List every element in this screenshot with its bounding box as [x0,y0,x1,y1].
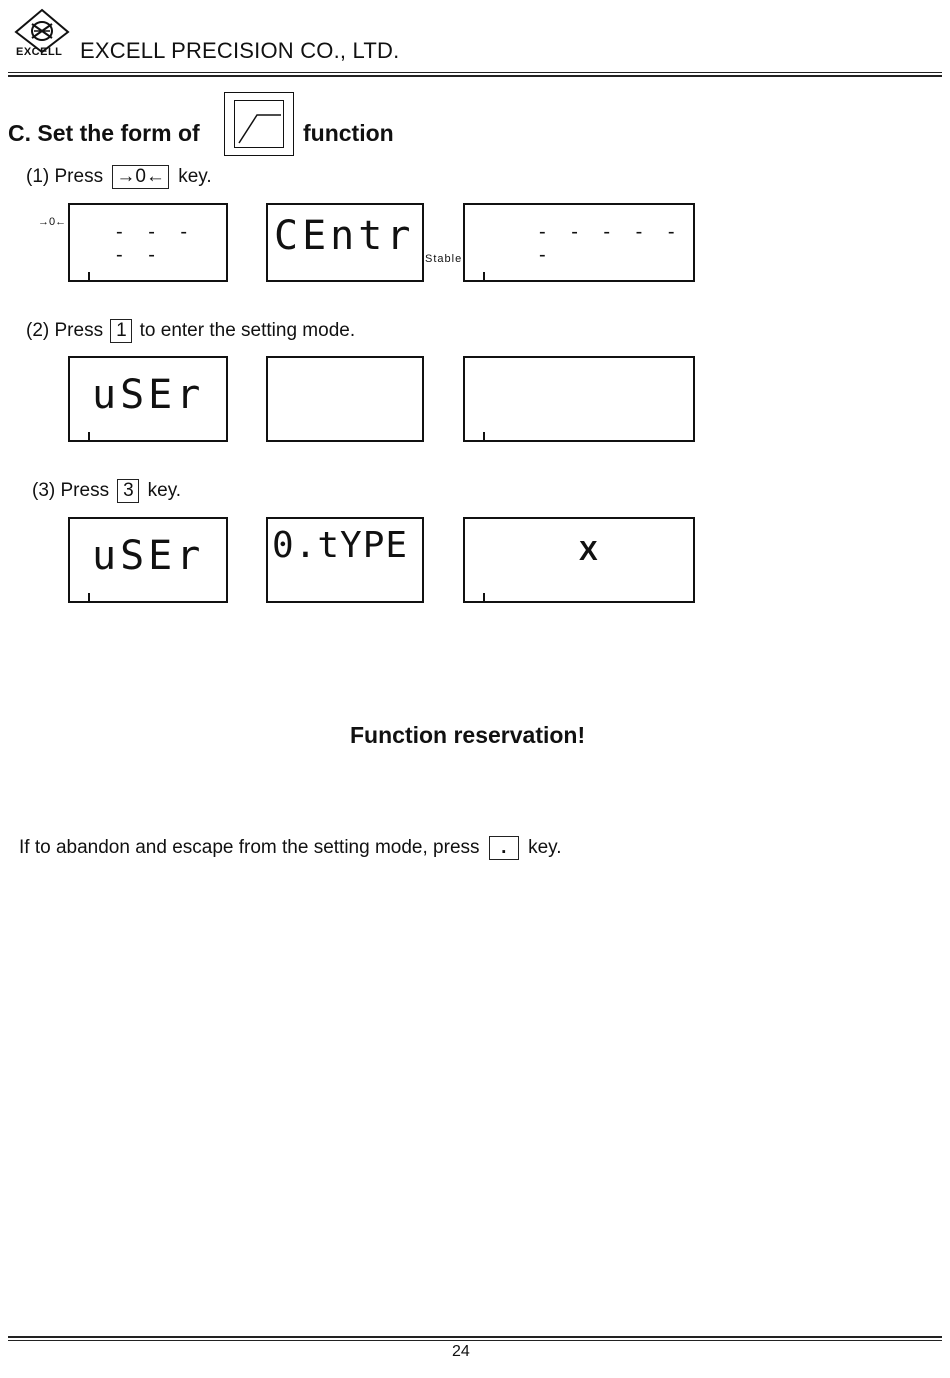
panel-tick [483,432,485,442]
segment-display-centr: CEntr [274,213,415,259]
header-divider [8,72,942,73]
panel-tick [483,272,485,282]
company-logo [10,8,74,64]
step-2-prefix: (2) Press [26,320,104,341]
display-dashes: - - - - - [116,221,198,266]
header-divider-2 [8,75,942,77]
display-panel-2b [266,356,424,442]
step-1-prefix: (1) Press [26,166,104,187]
footer-divider [8,1336,942,1338]
function-icon-box [224,92,294,156]
step-3-suffix: key. [147,480,182,501]
key-3: 3 [117,479,139,503]
escape-prefix: If to abandon and escape from the setting mode, press [19,837,480,858]
section-title-prefix: C. Set the form of [8,120,200,146]
panel-tick [88,272,90,282]
zero-indicator: →0← [38,216,67,228]
step-3 [32,479,181,503]
escape-suffix: key. [528,837,562,858]
display-panel-2c [463,356,695,442]
segment-display-otype: 0.tYPE [272,525,409,566]
function-reservation-message: Function reservation! [350,722,586,748]
section-title-suffix: function [303,120,394,146]
display-panel-3a [68,517,228,603]
escape-instruction [19,836,562,860]
panel-tick [88,593,90,603]
segment-display-user-2: uSEr [92,533,205,579]
company-name: EXCELL PRECISION CO., LTD. [80,38,400,63]
footer-divider-2 [8,1340,942,1341]
display-panel-3c [463,517,695,603]
step-2 [26,319,355,343]
step-3-prefix: (3) Press [32,480,110,501]
panel-tick [483,593,485,603]
segment-display-user: uSEr [92,372,205,418]
display-panel-2a [68,356,228,442]
stable-label: Stable [425,253,463,265]
display-dashes-right: - - - - - - [539,221,685,266]
display-panel-1c [463,203,695,282]
display-panel-1a [68,203,228,282]
step-1-suffix: key. [178,166,212,187]
x-mark: X [579,535,598,566]
logo-text: EXCELL [16,46,63,58]
zero-key: →0← [112,165,169,189]
display-panel-1b [266,203,424,282]
page-number: 24 [452,1343,470,1360]
key-1: 1 [110,319,132,343]
step-1 [26,165,212,189]
ramp-function-icon [235,101,283,147]
panel-tick [88,432,90,442]
dot-key: . [489,836,519,860]
step-2-suffix: to enter the setting mode. [139,320,356,341]
display-panel-3b [266,517,424,603]
